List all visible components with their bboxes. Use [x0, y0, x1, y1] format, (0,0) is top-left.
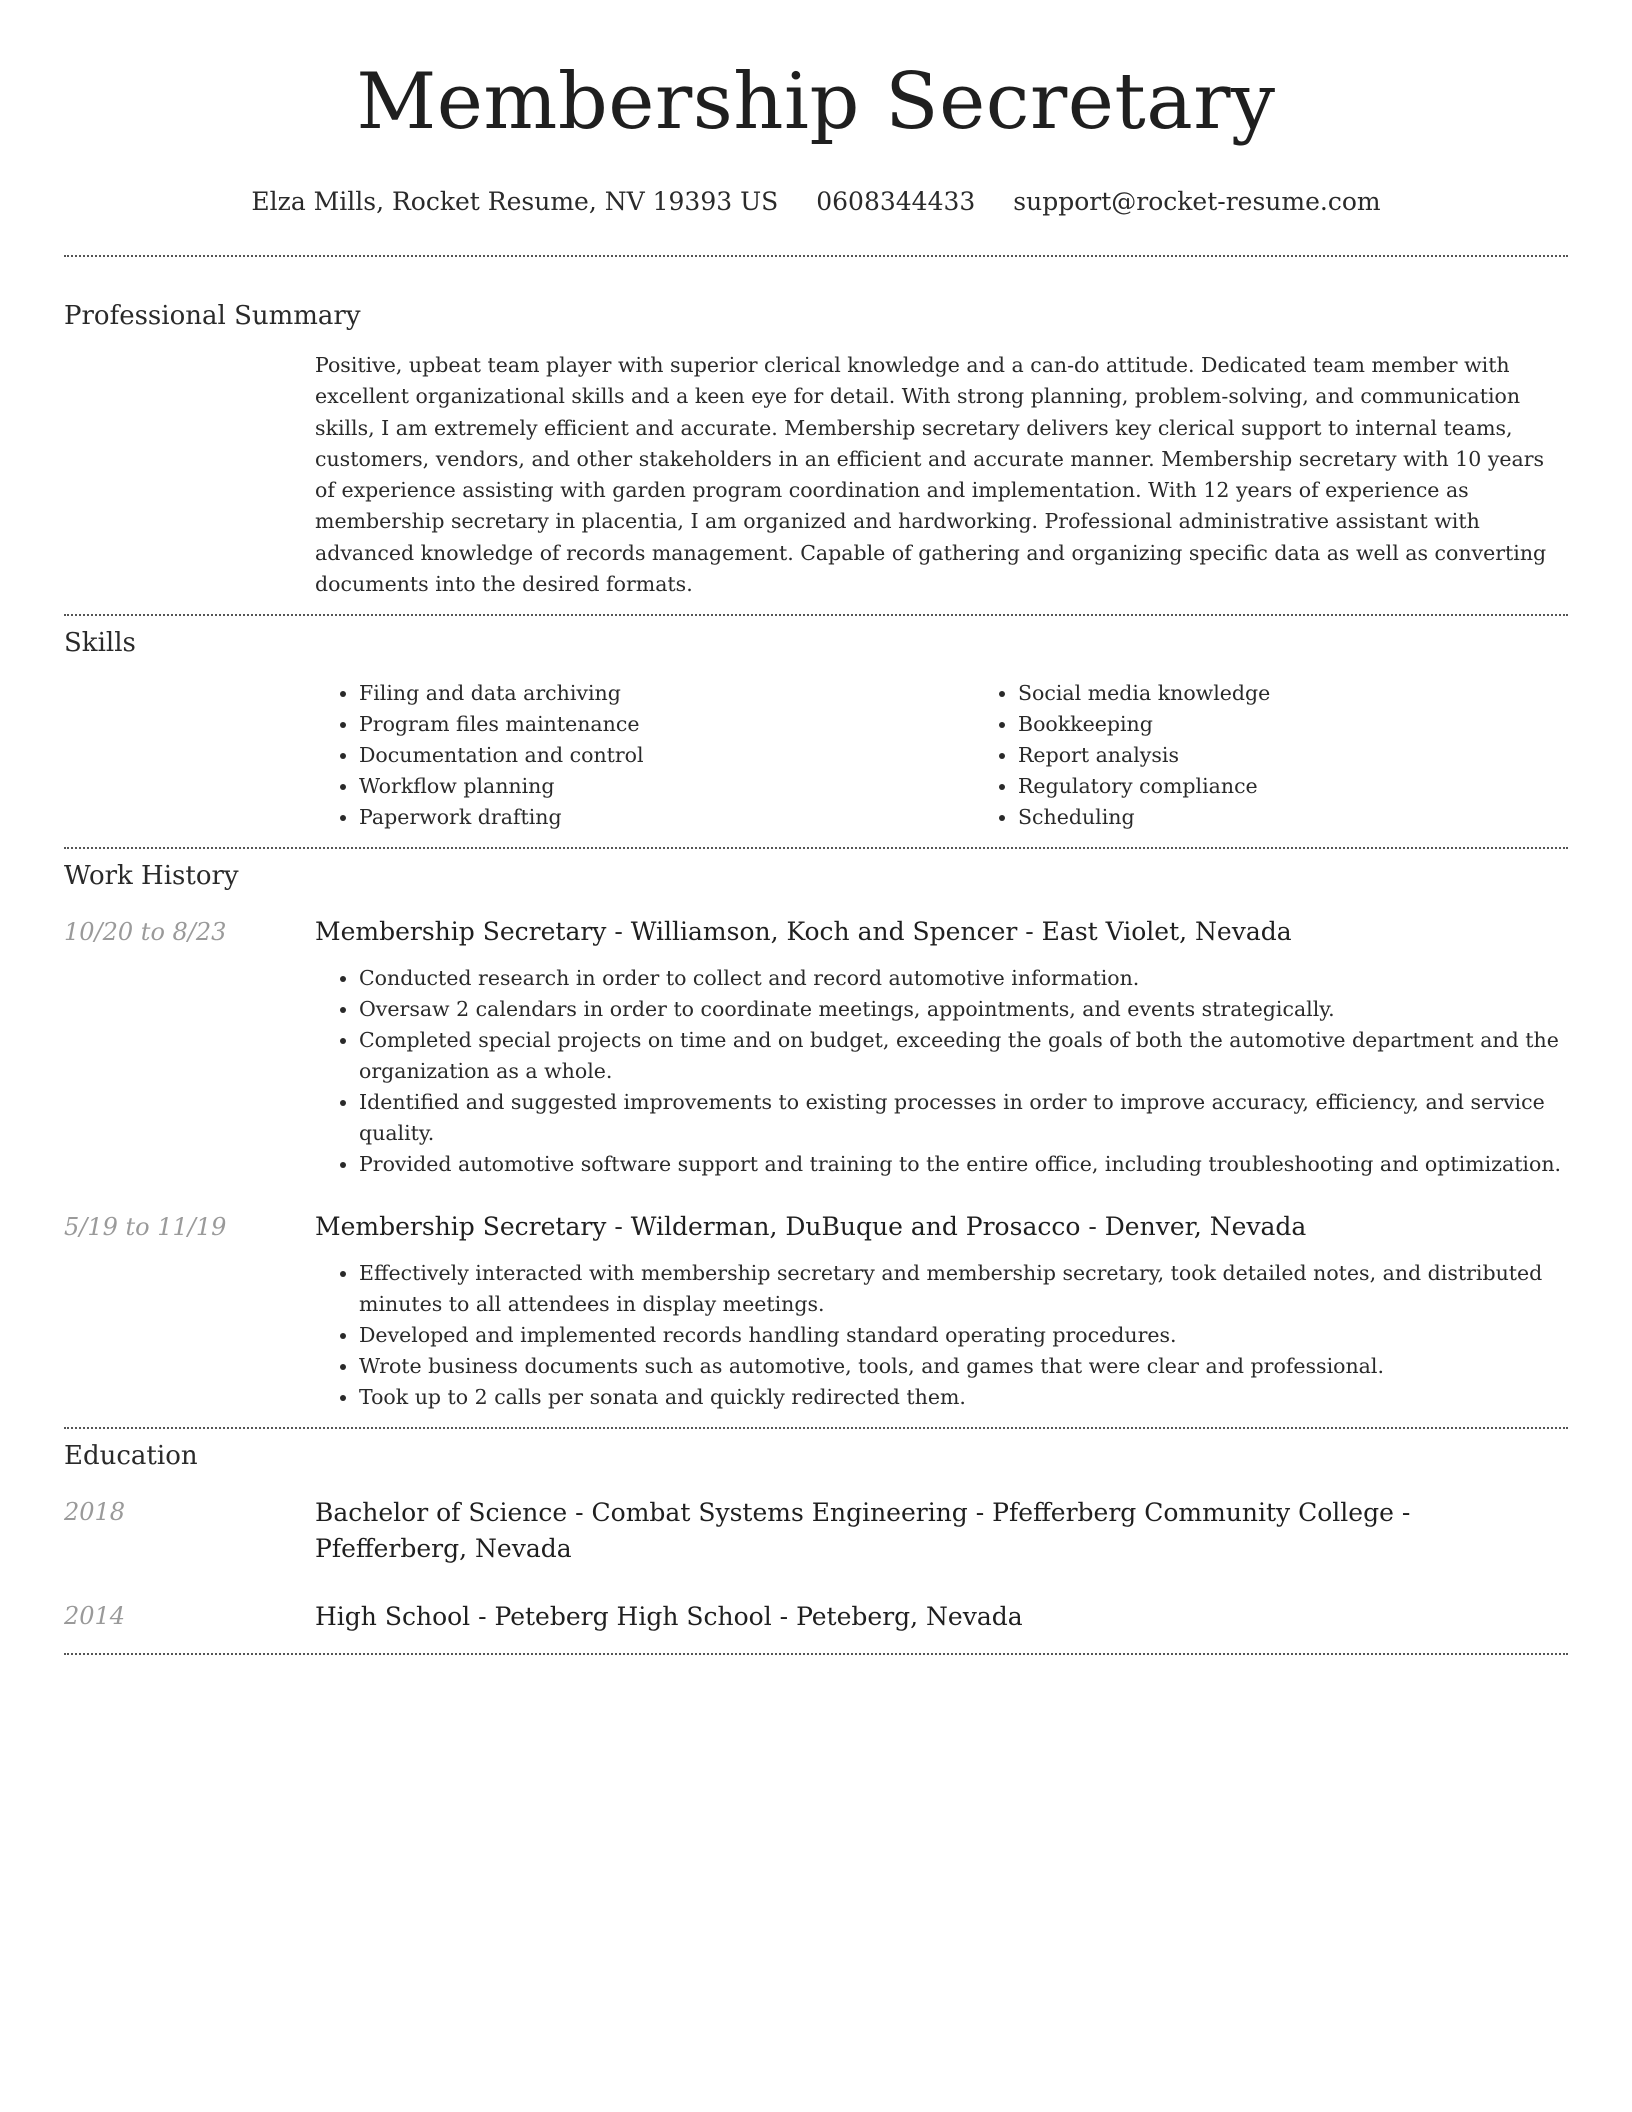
contact-email[interactable]: support@rocket-resume.com: [1013, 187, 1381, 216]
job-separator: -: [1017, 917, 1042, 947]
job-title-line: [315, 1210, 1568, 1244]
job-title-line: [315, 915, 1568, 949]
education-year: 2014: [64, 1602, 126, 1631]
summary-heading: Professional Summary: [64, 301, 361, 331]
skills-section: [64, 616, 1568, 833]
education-section: [64, 1429, 1568, 1635]
skills-heading: Skills: [64, 628, 136, 659]
work-history-heading: Work History: [64, 861, 239, 892]
job-entry: [64, 1210, 1568, 1413]
job-bullet: • Completed special projects on time and on budget, exceeding the goals of both the automotive department and the organization as a whole.: [359, 1025, 1568, 1087]
job-bullet: • Took up to 2 calls per sonata and quickly redirected them.: [359, 1382, 1568, 1413]
job-separator: -: [606, 917, 631, 947]
summary-section: [64, 257, 1568, 600]
summary-text: Positive, upbeat team player with superior clerical knowledge and a can-do attitude. Dedicated team member with excellent organizational skills and a keen eye for detail. With strong planning, problem-solving, and communication skills, I am extremely efficient and accurate. Membership secretary delivers key clerical support to internal teams, customers, vendors, and other stakeholders in an efficient and accurate manner. Membership secretary with 10 years of experience assisting with garden program coordination and implementation. With 12 years of experience as membership secretary in placentia, I am organized and hardworking. Professional administrative assistant with advanced knowledge of records management. Capable of gathering and organizing specific data as well as converting documents into the desired formats.: [315, 353, 1547, 597]
skills-list-right: [974, 678, 1568, 833]
job-separator: -: [1080, 1212, 1105, 1242]
contact-address: Elza Mills, Rocket Resume, NV 19393 US: [251, 187, 779, 216]
skills-spacer: [64, 678, 315, 833]
skill-item: • Filing and data archiving: [359, 678, 974, 709]
job-bullets: [315, 963, 1568, 1180]
education-entry: [64, 1495, 1568, 1567]
summary-spacer: [64, 350, 315, 600]
job-location: East Violet, Nevada: [1041, 917, 1292, 947]
skill-item: • Scheduling: [1018, 802, 1568, 833]
education-year: 2018: [64, 1498, 126, 1527]
job-position: Membership Secretary: [315, 1212, 607, 1242]
job-separator: -: [606, 1212, 631, 1242]
skill-item: • Regulatory compliance: [1018, 771, 1568, 802]
skill-item: • Bookkeeping: [1018, 709, 1568, 740]
skill-item: • Workflow planning: [359, 771, 974, 802]
education-entry: [64, 1599, 1568, 1635]
contact-phone: 0608344433: [816, 187, 976, 216]
job-bullets: [315, 1258, 1568, 1413]
skill-item: • Report analysis: [1018, 740, 1568, 771]
job-bullet: • Effectively interacted with membership secretary and membership secretary, took detailed notes, and distributed minutes to all attendees in display meetings.: [359, 1258, 1568, 1320]
job-position: Membership Secretary: [315, 917, 607, 947]
job-bullet: • Developed and implemented records handling standard operating procedures.: [359, 1320, 1568, 1351]
skill-item: • Paperwork drafting: [359, 802, 974, 833]
candidate-name: Membership Secretary: [356, 57, 1276, 147]
job-bullet: • Conducted research in order to collect and record automotive information.: [359, 963, 1568, 994]
job-dates: 10/20 to 8/23: [64, 918, 227, 947]
skill-item: • Documentation and control: [359, 740, 974, 771]
job-entry: [64, 915, 1568, 1180]
skill-item: • Program files maintenance: [359, 709, 974, 740]
job-bullet: • Wrote business documents such as automotive, tools, and games that were clear and professional.: [359, 1351, 1568, 1382]
education-line: Bachelor of Science - Combat Systems Engineering - Pfefferberg Community College - Pfefferberg, Nevada: [315, 1498, 1411, 1564]
work-history-section: [64, 849, 1568, 1413]
skill-item: • Social media knowledge: [1018, 678, 1568, 709]
job-bullet: • Identified and suggested improvements to existing processes in order to improve accuracy, efficiency, and service quality.: [359, 1087, 1568, 1149]
education-heading: Education: [64, 1441, 198, 1472]
job-bullet: • Provided automotive software support and training to the entire office, including troubleshooting and optimization.: [359, 1149, 1568, 1180]
job-bullet: • Oversaw 2 calendars in order to coordinate meetings, appointments, and events strategically.: [359, 994, 1568, 1025]
contact-line: [64, 186, 1568, 218]
job-location: Denver, Nevada: [1104, 1212, 1307, 1242]
job-employer: Williamson, Koch and Spencer: [630, 917, 1018, 947]
education-line: High School - Peteberg High School - Peteberg, Nevada: [315, 1602, 1023, 1632]
section-divider: [64, 1653, 1568, 1655]
skills-list-left: [315, 678, 974, 833]
job-employer: Wilderman, DuBuque and Prosacco: [630, 1212, 1081, 1242]
job-dates: 5/19 to 11/19: [64, 1213, 227, 1242]
